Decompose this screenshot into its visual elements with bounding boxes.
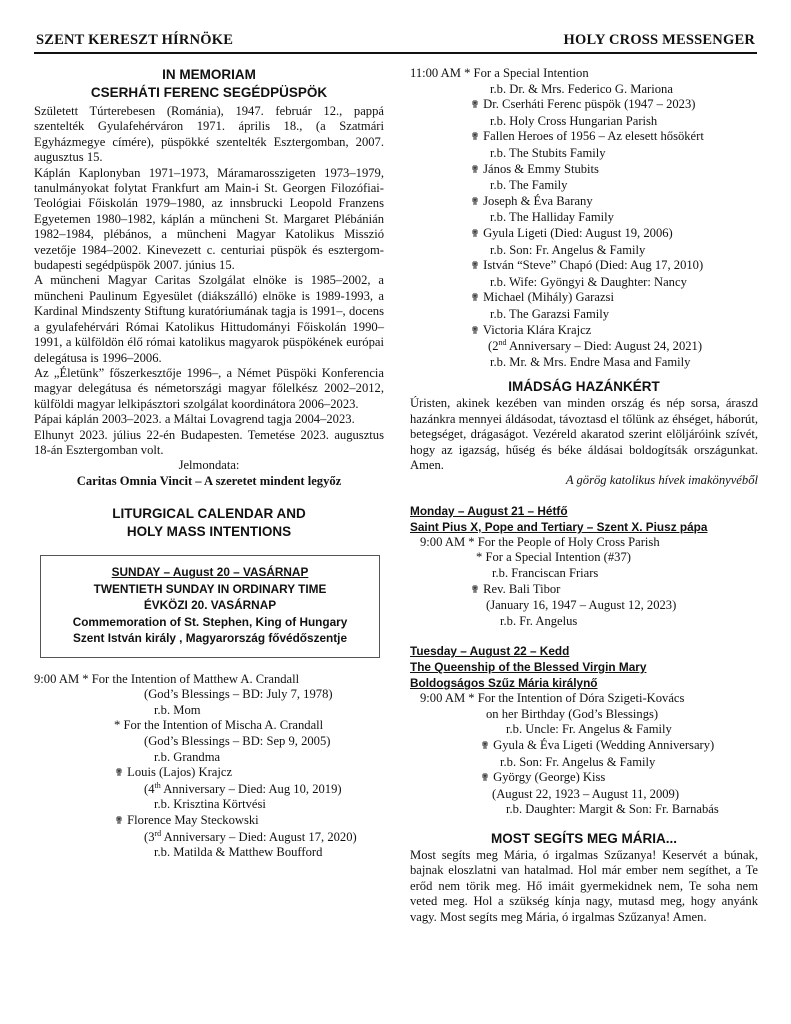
intention-text: (August 22, 1923 – August 11, 2009)	[492, 786, 680, 801]
intention-text: r.b. Son: Fr. Angelus & Family	[490, 242, 646, 257]
cross-icon: ✟	[470, 583, 480, 596]
cross-icon: ✟	[114, 767, 124, 780]
intention-text: István “Steve” Chapó (Died: Aug 17, 2010)	[483, 258, 704, 273]
prayer-source: A görög katolikus hívek imakönyvéből	[565, 473, 758, 488]
intention-text: (January 16, 1947 – August 12, 2023)	[486, 598, 677, 613]
memoriam-paragraph: Született Túrterebesen (Románia), 1947. február 12., pappá szentelték Gyulafehérváron 1971. április 18., (a Szatmári Egyházmegye címére), püspökké szentelték Esztergomban, 2007. augusztus 15.	[34, 104, 384, 165]
intention-line	[410, 114, 758, 130]
intention-text: r.b. Daughter: Margit & Son: Fr. Barnabás	[506, 802, 719, 817]
motto-text: Caritas Omnia Vincit – A szeretet mindent legyőz	[76, 473, 342, 488]
intention-text: Louis (Lajos) Krajcz	[127, 765, 233, 780]
commemoration-hu: Szent István király , Magyarország fővédőszentje	[72, 631, 348, 646]
intention-line	[410, 738, 758, 755]
intention-text: r.b. The Halliday Family	[490, 210, 614, 225]
intention-text: Michael (Mihály) Garazsi	[483, 290, 614, 305]
prayer-text: Úristen, akinek kezében van minden ország és nép sorsa, áraszd hazánkra mennyei áldásodat, távoztasd el tőlünk az éhséget, háborút, betegséget, drágaságot. Vezéreld akaratod szerint elöljáróink szívét, hogy az igazság, hűség és béke áldásai boldogítsák országunkat. Amen.	[410, 396, 758, 472]
intention-text: r.b. Mom	[154, 702, 201, 717]
liturgical-title: LITURGICAL CALENDAR AND	[112, 506, 306, 522]
intention-line	[34, 672, 384, 688]
intention-text: * For a Special Intention (#37)	[476, 550, 631, 565]
header-right-title: HOLY CROSS MESSENGER	[563, 32, 755, 48]
intention-text: (3rd Anniversary – Died: August 17, 2020)	[144, 828, 357, 844]
intention-line	[410, 290, 758, 307]
intention-line	[34, 750, 384, 766]
intention-text: r.b. Fr. Angelus	[500, 613, 578, 628]
commemoration: Commemoration of St. Stephen, King of Hungary	[72, 614, 348, 629]
intention-text: r.b. Grandma	[154, 749, 221, 764]
intention-text: r.b. Holy Cross Hungarian Parish	[490, 113, 658, 128]
monday-heading: Monday – August 21 – Hétfő	[410, 503, 568, 518]
intention-line	[410, 82, 758, 98]
prayer-title: IMÁDSÁG HAZÁNKÉRT	[508, 379, 660, 395]
intention-text: r.b. Matilda & Matthew Boufford	[154, 845, 323, 860]
intention-line	[410, 755, 758, 771]
sunday-box	[40, 555, 380, 658]
cross-icon: ✟	[470, 260, 480, 273]
intention-text: (God’s Blessings – BD: July 7, 1978)	[144, 687, 333, 702]
cross-icon: ✟	[480, 740, 490, 753]
intention-text: János & Emmy Stubits	[483, 161, 599, 176]
intention-text: Victoria Klára Krajcz	[482, 322, 592, 337]
intention-line	[34, 687, 384, 703]
intention-text: (God’s Blessings – BD: Sep 9, 2005)	[144, 734, 331, 749]
sunday-name-hu: ÉVKÖZI 20. VASÁRNAP	[143, 598, 277, 613]
cross-icon: ✟	[114, 815, 124, 827]
intention-line	[410, 129, 758, 146]
cross-icon: ✟	[470, 99, 480, 112]
memoriam-title: IN MEMORIAM	[162, 67, 256, 82]
memoriam-paragraph: Káplán Kaplonyban 1971–1973, Máramarosszigeten 1973–1979, tanulmányokat folytat Frankfurt am Main-i St. Georgen Filozófiai-Teológiai Főiskolán 1979–1980, az innsbrucki Leopold Franzens Egyetemen 1980–1982, káplán a müncheni St. Margaret Plébánián 1982–1984, plébános, a müncheni Magyar Katolikus Misszió vezetője 1984–2002. Kinevezett c. centuriai püspök és esztergom-budapesti segédpüspök 2007. június 15.	[34, 165, 384, 273]
cross-icon: ✟	[470, 131, 480, 144]
tuesday-feast-hu: Boldogságos Szűz Mária királynő	[410, 676, 598, 691]
memoriam-subtitle: CSERHÁTI FERENC SEGÉDPÜSPÖK	[90, 85, 328, 100]
intention-line	[410, 770, 758, 787]
intention-line	[410, 339, 758, 355]
intention-line	[410, 802, 758, 818]
intention-line	[410, 787, 758, 803]
intention-text: György (George) Kiss	[493, 770, 606, 785]
intention-text: (2nd Anniversary – Died: August 24, 2021)	[488, 337, 703, 354]
intention-text: (4th Anniversary – Died: Aug 10, 2019)	[144, 780, 342, 796]
intention-line	[410, 582, 758, 599]
cross-icon: ✟	[480, 772, 490, 785]
left-column	[34, 60, 384, 861]
intention-line	[410, 691, 758, 707]
intention-line	[410, 226, 758, 243]
motto-label: Jelmondata:	[178, 458, 240, 473]
tuesday-feast: The Queenship of the Blessed Virgin Mary	[410, 660, 647, 675]
intention-text: r.b. The Stubits Family	[490, 145, 606, 160]
tuesday-intentions	[410, 691, 758, 818]
intention-text: Joseph & Éva Barany	[483, 193, 593, 208]
sunday-11am-intentions	[410, 66, 758, 370]
intention-text: r.b. Krisztina Körtvési	[154, 797, 266, 812]
liturgical-subtitle: HOLY MASS INTENTIONS	[126, 524, 292, 540]
intention-line	[410, 323, 758, 340]
intention-text: Gyula & Éva Ligeti (Wedding Anniversary)	[493, 738, 715, 753]
intention-text: r.b. Dr. & Mrs. Federico G. Mariona	[490, 81, 673, 96]
intention-line	[410, 146, 758, 162]
intention-line	[34, 782, 384, 798]
cross-icon: ✟	[470, 324, 480, 337]
intention-text: 9:00 AM * For the Intention of Dóra Szigeti-Kovács	[420, 691, 685, 706]
intention-line	[410, 194, 758, 211]
mary-prayer-title: MOST SEGÍTS MEG MÁRIA...	[490, 831, 677, 847]
memoriam-paragraph: Pápai káplán 2003–2023. a Máltai Lovagrend tagja 2004–2023.	[34, 412, 355, 427]
intention-line	[410, 598, 758, 614]
sunday-intentions	[34, 672, 384, 861]
intention-text: 9:00 AM * For the People of Holy Cross Parish	[420, 534, 660, 549]
intention-text: r.b. Son: Fr. Angelus & Family	[500, 754, 656, 769]
intention-line	[410, 210, 758, 226]
cross-icon: ✟	[470, 292, 480, 305]
intention-line	[410, 243, 758, 259]
intention-line	[410, 535, 758, 551]
monday-feast: Saint Pius X, Pope and Tertiary – Szent X. Piusz pápa	[410, 519, 708, 534]
intention-line	[34, 734, 384, 750]
intention-text: 9:00 AM * For the Intention of Matthew A. Crandall	[34, 671, 300, 686]
cross-icon: ✟	[470, 227, 480, 240]
intention-line	[410, 258, 758, 275]
intention-text: r.b. Franciscan Friars	[492, 565, 599, 580]
intention-line	[410, 162, 758, 179]
sunday-name: TWENTIETH SUNDAY IN ORDINARY TIME	[93, 581, 327, 596]
intention-text: r.b. The Family	[490, 178, 568, 193]
header-left-title: SZENT KERESZT HÍRNÖKE	[36, 32, 234, 48]
intention-line	[410, 66, 758, 82]
intention-text: Florence May Steckowski	[127, 813, 259, 827]
intention-line	[410, 722, 758, 738]
intention-text: Dr. Cserháti Ferenc püspök (1947 – 2023)	[483, 97, 696, 112]
intention-line	[410, 275, 758, 291]
cross-icon: ✟	[470, 163, 480, 176]
sunday-date: SUNDAY – August 20 – VASÁRNAP	[111, 565, 309, 580]
intention-line	[410, 550, 758, 566]
intention-line	[34, 813, 384, 830]
intention-text: on her Birthday (God’s Blessings)	[486, 706, 659, 721]
intention-line	[34, 797, 384, 813]
cross-icon: ✟	[470, 195, 480, 208]
memoriam-paragraph: Az „Életünk” főszerkesztője 1996–, a Német Püspöki Konferencia magyar delegátusa és németországi magyar főlelkész 2002–2012, külföldi magyar lelkipásztori szolgálat koordinátora 2006–2023.	[34, 365, 384, 411]
intention-line	[410, 566, 758, 582]
intention-line	[410, 307, 758, 323]
memoriam-paragraph: Elhunyt 2023. július 22-én Budapesten. Temetése 2023. augusztus 18-án Esztergomban volt.	[34, 427, 384, 457]
intention-line	[34, 845, 384, 861]
intention-line	[410, 614, 758, 630]
intention-text: r.b. The Garazsi Family	[490, 306, 610, 321]
intention-line	[34, 718, 384, 734]
intention-text: 11:00 AM * For a Special Intention	[410, 66, 589, 80]
page-header	[34, 30, 757, 54]
intention-text: r.b. Mr. & Mrs. Endre Masa and Family	[490, 354, 691, 369]
intention-line	[410, 178, 758, 194]
monday-intentions	[410, 535, 758, 630]
intention-text: r.b. Uncle: Fr. Angelus & Family	[506, 722, 672, 737]
intention-text: Fallen Heroes of 1956 – Az elesett hősökért	[483, 129, 704, 144]
memoriam-paragraph: A müncheni Magyar Caritas Szolgálat elnöke is 1985–2002, a müncheni Paulinum Egyesület (diákszálló) elnöke is 1989-1993, a Kardinal Mindszenty Stiftung kuratóriumának tagja is 1991–, docens a gyulafehérvári Római Katolikus Hittudományi Főiskolán 1990–1991, a külföldön élő római katolikus magyarok püspökének európai delegátusa is 1996–2006.	[34, 273, 384, 365]
mary-prayer-text: Most segíts meg Mária, ó irgalmas Szűzanya! Keservét a búnak, bajnak eloszlatni van hatalmad. Hol már ember nem segíthet, a Te erőd nem törik meg. Hő imáit gyermekidnek nem, Te soha nem veted meg. Hol a szükség kínja nagy, mutasd meg, hogy anyánk vagy. Most segíts meg Mária, ó irgalmas Szűzanya! Amen.	[410, 848, 758, 924]
intention-text: Rev. Bali Tibor	[483, 581, 561, 596]
tuesday-heading: Tuesday – August 22 – Kedd	[410, 644, 570, 659]
intention-line	[410, 707, 758, 723]
intention-text: r.b. Wife: Gyöngyi & Daughter: Nancy	[490, 274, 687, 289]
intention-line	[34, 830, 384, 846]
intention-line	[410, 97, 758, 114]
right-column	[410, 66, 758, 925]
intention-text: Gyula Ligeti (Died: August 19, 2006)	[483, 225, 673, 240]
intention-text: * For the Intention of Mischa A. Crandall	[114, 718, 324, 733]
intention-line	[34, 703, 384, 719]
intention-line	[410, 355, 758, 371]
intention-line	[34, 765, 384, 782]
